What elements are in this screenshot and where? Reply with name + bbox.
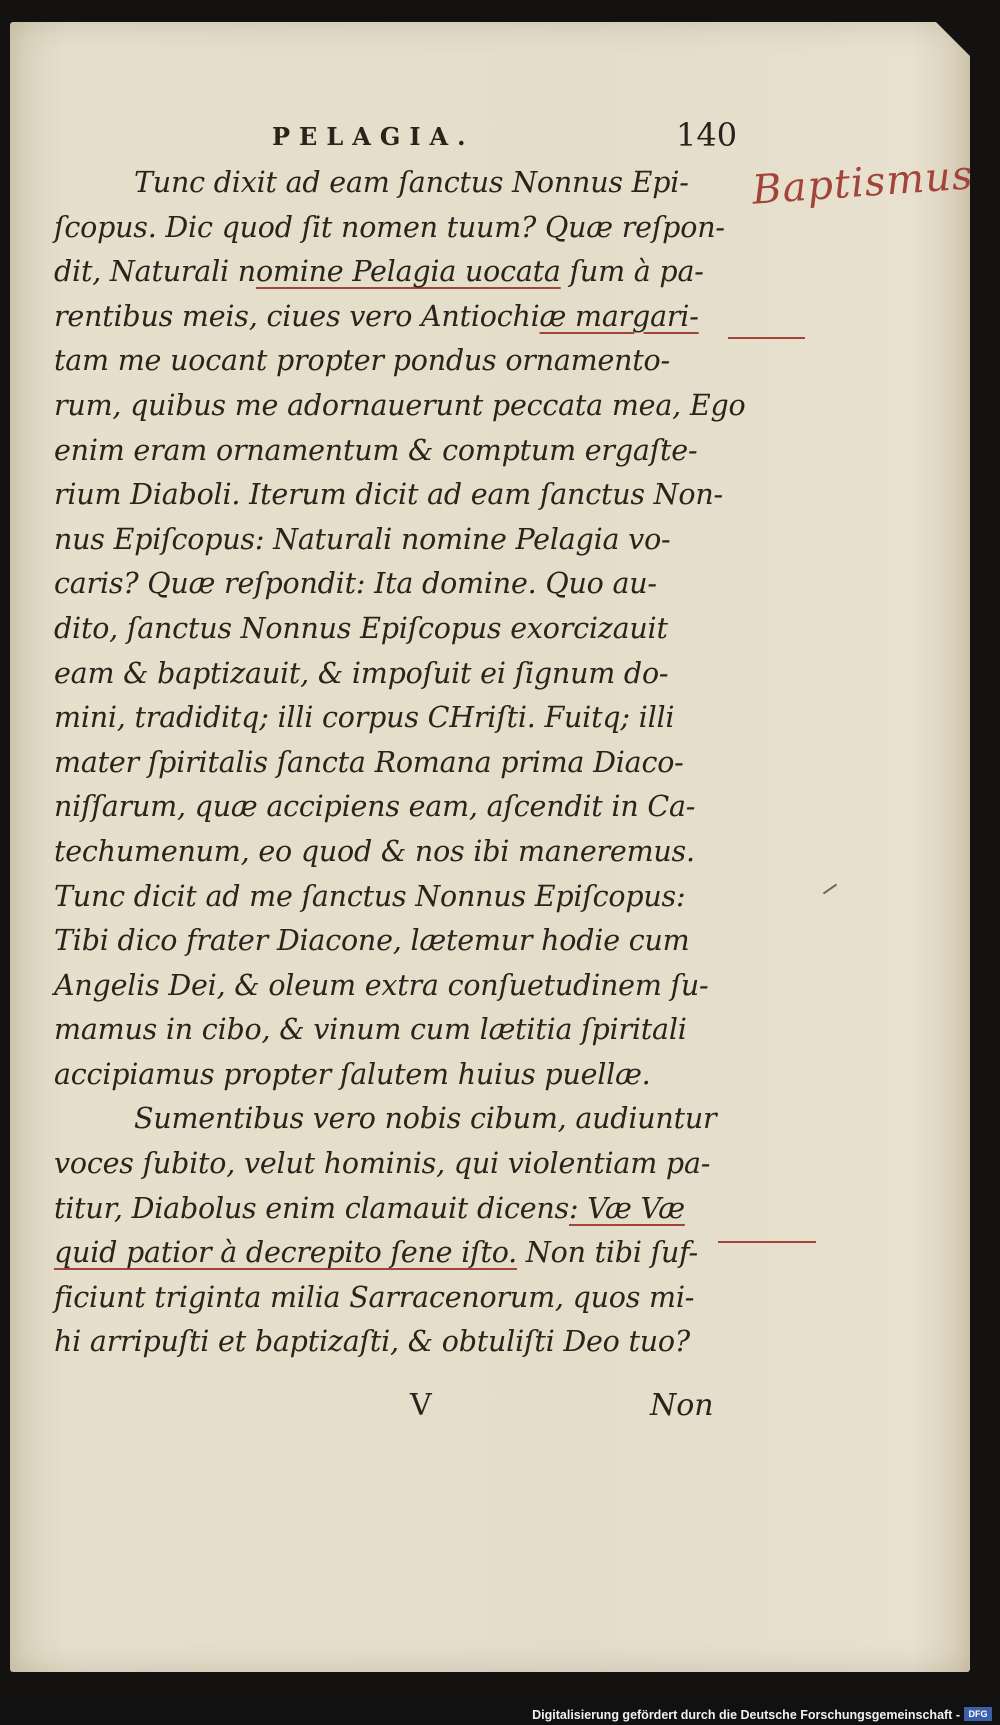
text-line-23 bbox=[54, 1142, 734, 1187]
text-line-14 bbox=[54, 741, 734, 786]
line-text: dito, ſanctus Nonnus Epiſcopus exorcizauit bbox=[54, 611, 668, 645]
line-text: titur, Diabolus enim clamauit dicens bbox=[54, 1191, 569, 1225]
text-line-2 bbox=[54, 206, 734, 251]
line-text: Tunc dixit ad eam ſanctus Nonnus Epi- bbox=[134, 166, 689, 199]
book-page bbox=[10, 22, 975, 1672]
text-line-22 bbox=[54, 1097, 734, 1142]
text-line-4 bbox=[54, 295, 734, 340]
text-line-8 bbox=[54, 473, 734, 518]
torn-page-corner bbox=[936, 22, 970, 56]
underlined-text: quid patior à decrepito ſene iſto. bbox=[54, 1236, 518, 1270]
line-text: rum, quibus me adornauerunt peccata mea, Ego bbox=[54, 388, 746, 422]
line-text: Non tibi ſuf- bbox=[517, 1236, 698, 1270]
line-text: ſcopus. Dic quod ſit nomen tuum? Quæ reſpon- bbox=[54, 210, 725, 244]
line-text: dit, Naturali n bbox=[54, 255, 256, 289]
signature-mark: V bbox=[410, 1388, 432, 1423]
line-text: Sumentibus vero nobis cibum, audiuntur bbox=[134, 1102, 717, 1136]
margin-underline-stroke bbox=[728, 337, 805, 339]
line-text: tam me uocant propter pondus ornamento- bbox=[54, 344, 670, 378]
running-head: PELAGIA. bbox=[272, 122, 475, 151]
line-text: mamus in cibo, & vinum cum lætitia ſpiritali bbox=[54, 1013, 687, 1047]
line-text: mini, tradiditq; illi corpus CHriſti. Fuitq; illi bbox=[54, 701, 675, 735]
text-line-9 bbox=[54, 518, 734, 563]
text-line-5 bbox=[54, 339, 734, 384]
funding-credit: Digitalisierung gefördert durch die Deutsche Forschungsgemeinschaft - bbox=[532, 1708, 960, 1722]
catchword: Non bbox=[650, 1388, 714, 1423]
pencil-mark bbox=[823, 884, 837, 895]
text-line-10 bbox=[54, 562, 734, 607]
line-text: rentibus meis, ciues vero Antiochi bbox=[54, 299, 540, 333]
text-line-27 bbox=[54, 1320, 734, 1365]
line-text: enim eram ornamentum & comptum ergaſte- bbox=[54, 433, 698, 467]
text-line-18 bbox=[54, 919, 734, 964]
line-text: hi arripuſti et baptizaſti, & obtuliſti Deo tuo? bbox=[54, 1325, 690, 1359]
line-text: caris? Quæ reſpondit: Ita domine. Quo au- bbox=[54, 567, 657, 601]
line-text: Tibi dico frater Diacone, lætemur hodie cum bbox=[54, 924, 690, 958]
dfg-logo-icon: DFG bbox=[964, 1707, 992, 1721]
underlined-text: : Væ Væ bbox=[568, 1191, 685, 1225]
underlined-text: æ margari- bbox=[539, 299, 699, 333]
text-line-1 bbox=[54, 161, 734, 206]
text-line-6 bbox=[54, 384, 746, 429]
line-text: eam & baptizauit, & impoſuit ei ſignum do- bbox=[54, 656, 669, 690]
text-block bbox=[54, 161, 746, 1365]
text-line-20 bbox=[54, 1008, 734, 1053]
margin-underline-stroke bbox=[718, 1241, 816, 1243]
page-number: 140 bbox=[676, 116, 738, 154]
line-text: techumenum, eo quod & nos ibi maneremus. bbox=[54, 834, 695, 868]
text-line-25 bbox=[54, 1231, 734, 1276]
line-text: nus Epiſcopus: Naturali nomine Pelagia vo- bbox=[54, 522, 671, 556]
text-line-17 bbox=[54, 875, 734, 920]
line-text: ficiunt triginta milia Sarracenorum, quos mi- bbox=[54, 1280, 695, 1314]
footer-bar bbox=[0, 1703, 1000, 1725]
line-text: mater ſpiritalis ſancta Romana prima Diaco- bbox=[54, 745, 684, 779]
text-line-19 bbox=[54, 964, 734, 1009]
line-text: rium Diaboli. Iterum dicit ad eam ſanctus Non- bbox=[54, 478, 723, 512]
text-line-15 bbox=[54, 785, 734, 830]
text-line-26 bbox=[54, 1276, 734, 1321]
line-text: Angelis Dei, & oleum extra conſuetudinem ſu- bbox=[54, 968, 709, 1002]
line-text: accipiamus propter ſalutem huius puellæ. bbox=[54, 1057, 651, 1091]
line-text: niſſarum, quæ accipiens eam, aſcendit in Ca- bbox=[54, 790, 696, 824]
text-line-16 bbox=[54, 830, 734, 875]
text-line-12 bbox=[54, 652, 734, 697]
text-line-3 bbox=[54, 250, 734, 295]
text-line-21 bbox=[54, 1053, 734, 1098]
line-text: ſum à pa- bbox=[560, 255, 704, 289]
text-line-7 bbox=[54, 429, 734, 474]
underlined-text: omine Pelagia uocata bbox=[255, 255, 561, 289]
line-text: Tunc dicit ad me ſanctus Nonnus Epiſcopus: bbox=[54, 879, 686, 913]
marginal-note: Baptismus bbox=[750, 152, 975, 214]
text-line-13 bbox=[54, 696, 734, 741]
text-line-11 bbox=[54, 607, 734, 652]
line-text: voces ſubito, velut hominis, qui violentiam pa- bbox=[54, 1147, 711, 1181]
text-line-24 bbox=[54, 1187, 734, 1232]
